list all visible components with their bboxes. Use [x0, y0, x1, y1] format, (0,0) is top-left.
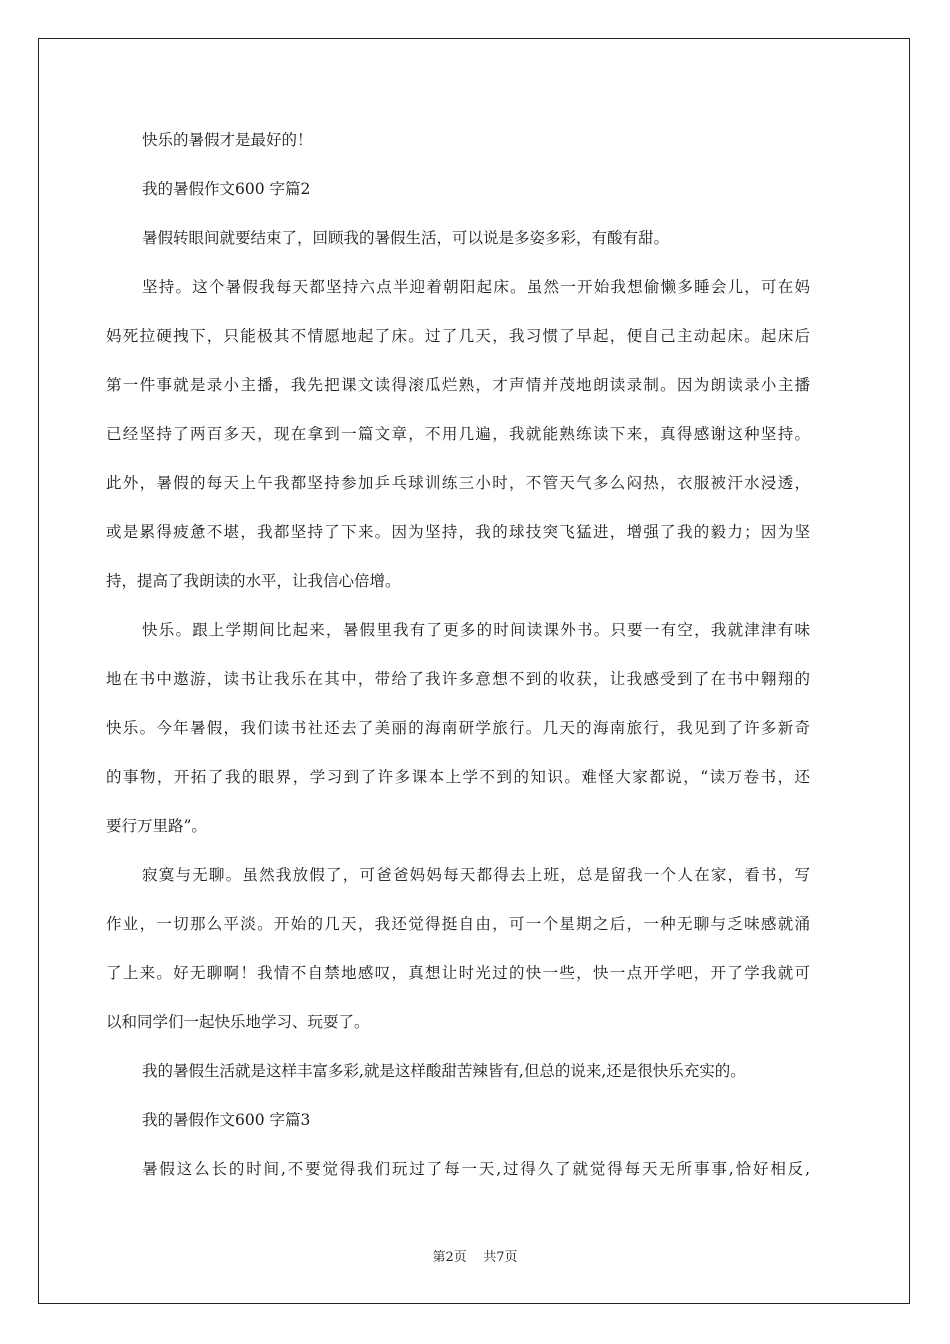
document-body [106, 116, 810, 1194]
text-line: 作业，一切那么平淡。开始的几天，我还觉得挺自由，可一个星期之后，一种无聊与乏味感就涌 [106, 915, 810, 933]
text-line: 我的暑假生活就是这样丰富多彩,就是这样酸甜苦辣皆有,但总的说来,还是很快乐充实的。 [142, 1062, 746, 1080]
text-line: 地在书中遨游，读书让我乐在其中，带给了我许多意想不到的收获，让我感受到了在书中翱翔的 [106, 670, 810, 688]
text-line: 寂寞与无聊。虽然我放假了，可爸爸妈妈每天都得去上班，总是留我一个人在家，看书，写 [142, 866, 810, 884]
text-line: 妈死拉硬拽下，只能极其不情愿地起了床。过了几天，我习惯了早起，便自己主动起床。起床后 [106, 327, 810, 345]
text-line: 此外，暑假的每天上午我都坚持参加乒乓球训练三小时，不管天气多么闷热，衣服被汗水浸透， [106, 474, 810, 492]
text-line: 暑假这么长的时间,不要觉得我们玩过了每一天,过得久了就觉得每天无所事事,恰好相反, [142, 1160, 810, 1178]
text-line: 已经坚持了两百多天，现在拿到一篇文章，不用几遍，我就能熟练读下来，真得感谢这种坚持。 [106, 425, 810, 443]
text-line: 持，提高了我朗读的水平，让我信心倍增。 [106, 572, 401, 590]
text-line: 要行万里路”。 [106, 817, 207, 835]
text-line: 快乐。今年暑假，我们读书社还去了美丽的海南研学旅行。几天的海南旅行，我见到了许多新奇 [106, 719, 810, 737]
text-line: 或是累得疲惫不堪，我都坚持了下来。因为坚持，我的球技突飞猛进，增强了我的毅力；因为坚 [106, 523, 810, 541]
text-line: 我的暑假作文600 字篇2 [142, 180, 311, 198]
text-line: 以和同学们一起快乐地学习、玩耍了。 [106, 1013, 370, 1031]
text-line: 的事物，开拓了我的眼界，学习到了许多课本上学不到的知识。难怪大家都说，“读万卷书，还 [106, 768, 810, 786]
text-line: 快乐。跟上学期间比起来，暑假里我有了更多的时间读课外书。只要一有空，我就津津有味 [142, 621, 810, 639]
text-line: 快乐的暑假才是最好的！ [142, 131, 313, 149]
text-line: 我的暑假作文600 字篇3 [142, 1111, 311, 1129]
page-footer [0, 1246, 950, 1265]
text-line: 暑假转眼间就要结束了，回顾我的暑假生活，可以说是多姿多彩，有酸有甜。 [142, 229, 670, 247]
text-line: 坚持。这个暑假我每天都坚持六点半迎着朝阳起床。虽然一开始我想偷懒多睡会儿，可在妈 [142, 278, 810, 296]
page-total: 共7页 [483, 1250, 518, 1265]
text-line: 了上来。好无聊啊！我情不自禁地感叹，真想让时光过的快一些，快一点开学吧，开了学我就可 [106, 964, 810, 982]
page-number: 第2页 [432, 1250, 467, 1265]
text-line: 第一件事就是录小主播，我先把课文读得滚瓜烂熟，才声情并茂地朗读录制。因为朗读录小主播 [106, 376, 810, 394]
